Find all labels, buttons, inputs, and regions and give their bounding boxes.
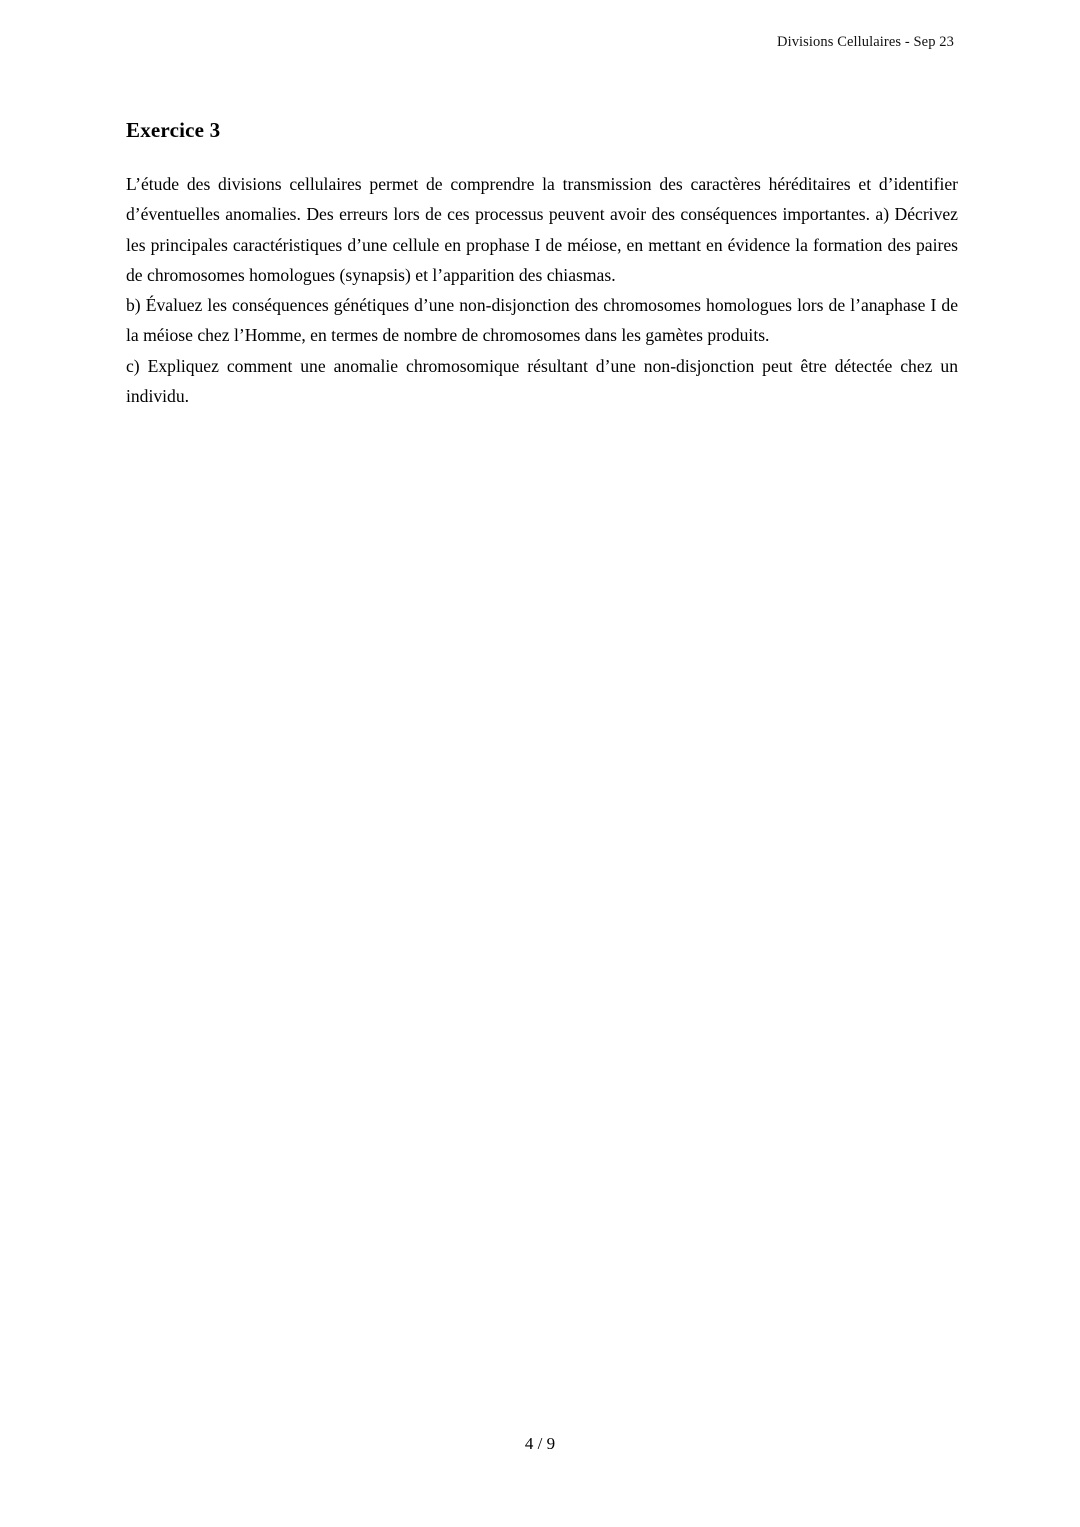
- running-header: Divisions Cellulaires - Sep 23: [777, 34, 954, 50]
- page-content: [126, 118, 958, 411]
- paragraph-item-c: c) Expliquez comment une anomalie chromosomique résultant d’une non-disjonction peut être détectée chez un individu.: [126, 355, 958, 406]
- exercise-title: Exercice 3: [126, 118, 221, 142]
- page-number: 4 / 9: [524, 1434, 556, 1453]
- paragraph-item-b: b) Évaluez les conséquences génétiques d’une non-disjonction des chromosomes homologues lors de l’anaphase I de la méiose chez l’Homme, en termes de nombre de chromosomes dans les gamètes produits.: [126, 295, 958, 346]
- exercise-body: [126, 169, 958, 411]
- paragraph-intro-a: L’étude des divisions cellulaires permet de comprendre la transmission des caractères héréditaires et d’identifier d’éventuelles anomalies. Des erreurs lors de ces processus peuvent avoir des conséquences importantes. a) Décrivez les principales caractéristiques d’une cellule en prophase I de méiose, en mettant en évidence la formation des paires de chromosomes homologues (synapsis) et l’apparition des chiasmas.: [126, 174, 958, 285]
